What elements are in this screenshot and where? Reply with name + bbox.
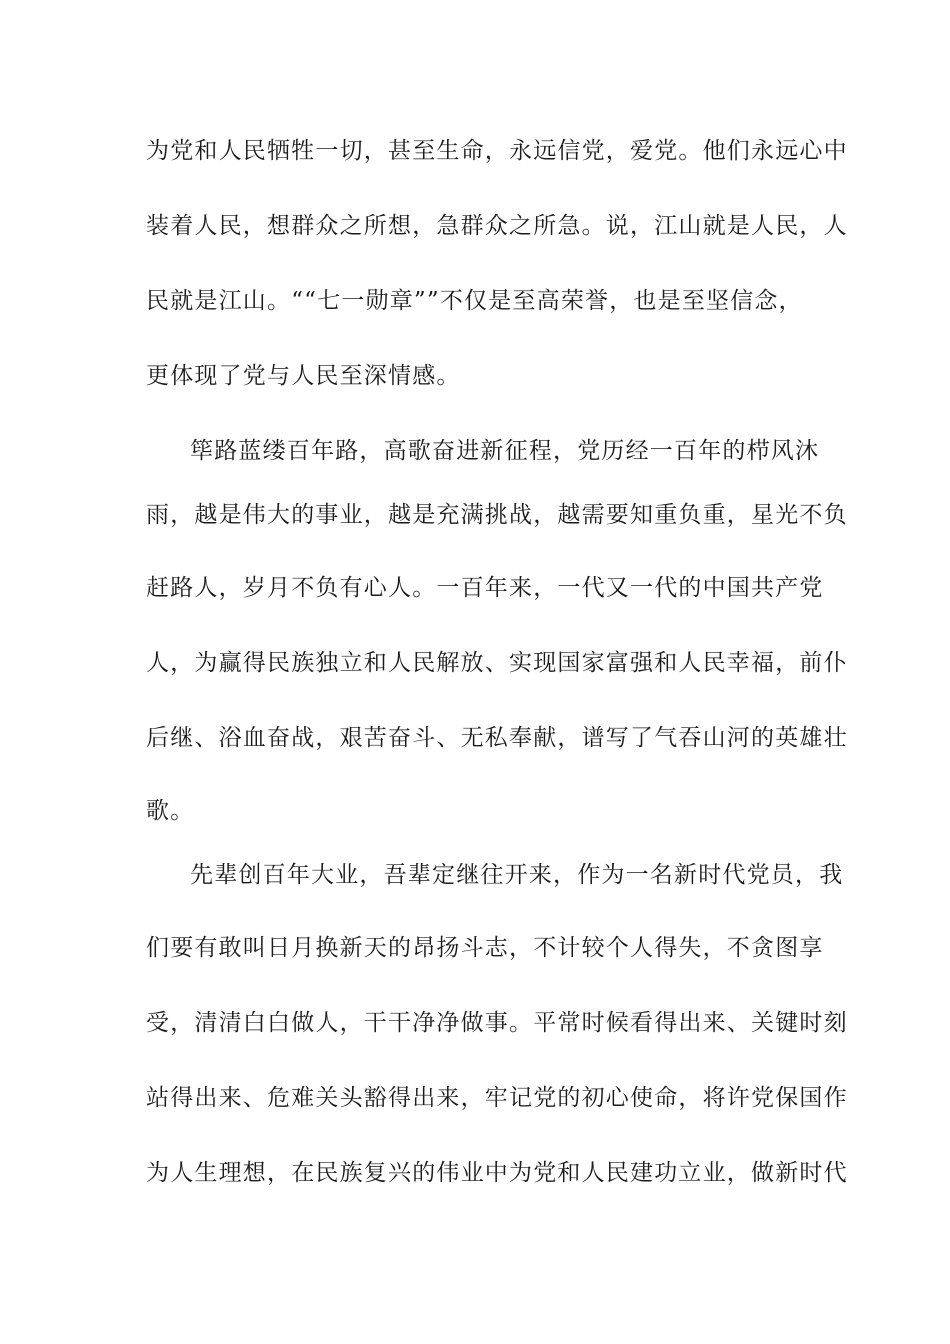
text-line: 人，为赢得民族独立和人民解放、实现国家富强和人民幸福，前仆 (146, 650, 848, 676)
text-line: 歌。 (146, 798, 195, 824)
text-line: 民就是江山。““七一勋章””不仅是至高荣誉，也是至坚信念， (146, 288, 803, 314)
text-line: 受，清清白白做人，干干净净做事。平常时候看得出来、关键时刻 (146, 1010, 848, 1036)
text-line: 为人生理想，在民族复兴的伟业中为党和人民建功立业，做新时代 (146, 1160, 848, 1186)
text-line: 后继、浴血奋战，艰苦奋斗、无私奉献，谱写了气吞山河的英雄壮 (146, 725, 848, 751)
paragraph-first-line: 先辈创百年大业，吾辈定继往开来，作为一名新时代党员，我 (190, 862, 844, 888)
text-line: 装着人民，想群众之所想，急群众之所急。说，江山就是人民，人 (146, 213, 848, 239)
text-line: 站得出来、危难关头豁得出来，牢记党的初心使命，将许党保国作 (146, 1085, 848, 1111)
text-line: 雨，越是伟大的事业，越是充满挑战，越需要知重负重，星光不负 (146, 502, 848, 528)
text-line: 们要有敢叫日月换新天的昂扬斗志，不计较个人得失，不贪图享 (146, 935, 824, 961)
text-line: 赶路人，岁月不负有心人。一百年来，一代又一代的中国共产党 (146, 575, 824, 601)
paragraph-first-line: 筚路蓝缕百年路，高歌奋进新征程，党历经一百年的栉风沐 (190, 438, 820, 464)
text-line: 更体现了党与人民至深情感。 (146, 363, 461, 389)
text-line: 为党和人民牺牲一切，甚至生命，永远信党，爱党。他们永远心中 (146, 138, 848, 164)
